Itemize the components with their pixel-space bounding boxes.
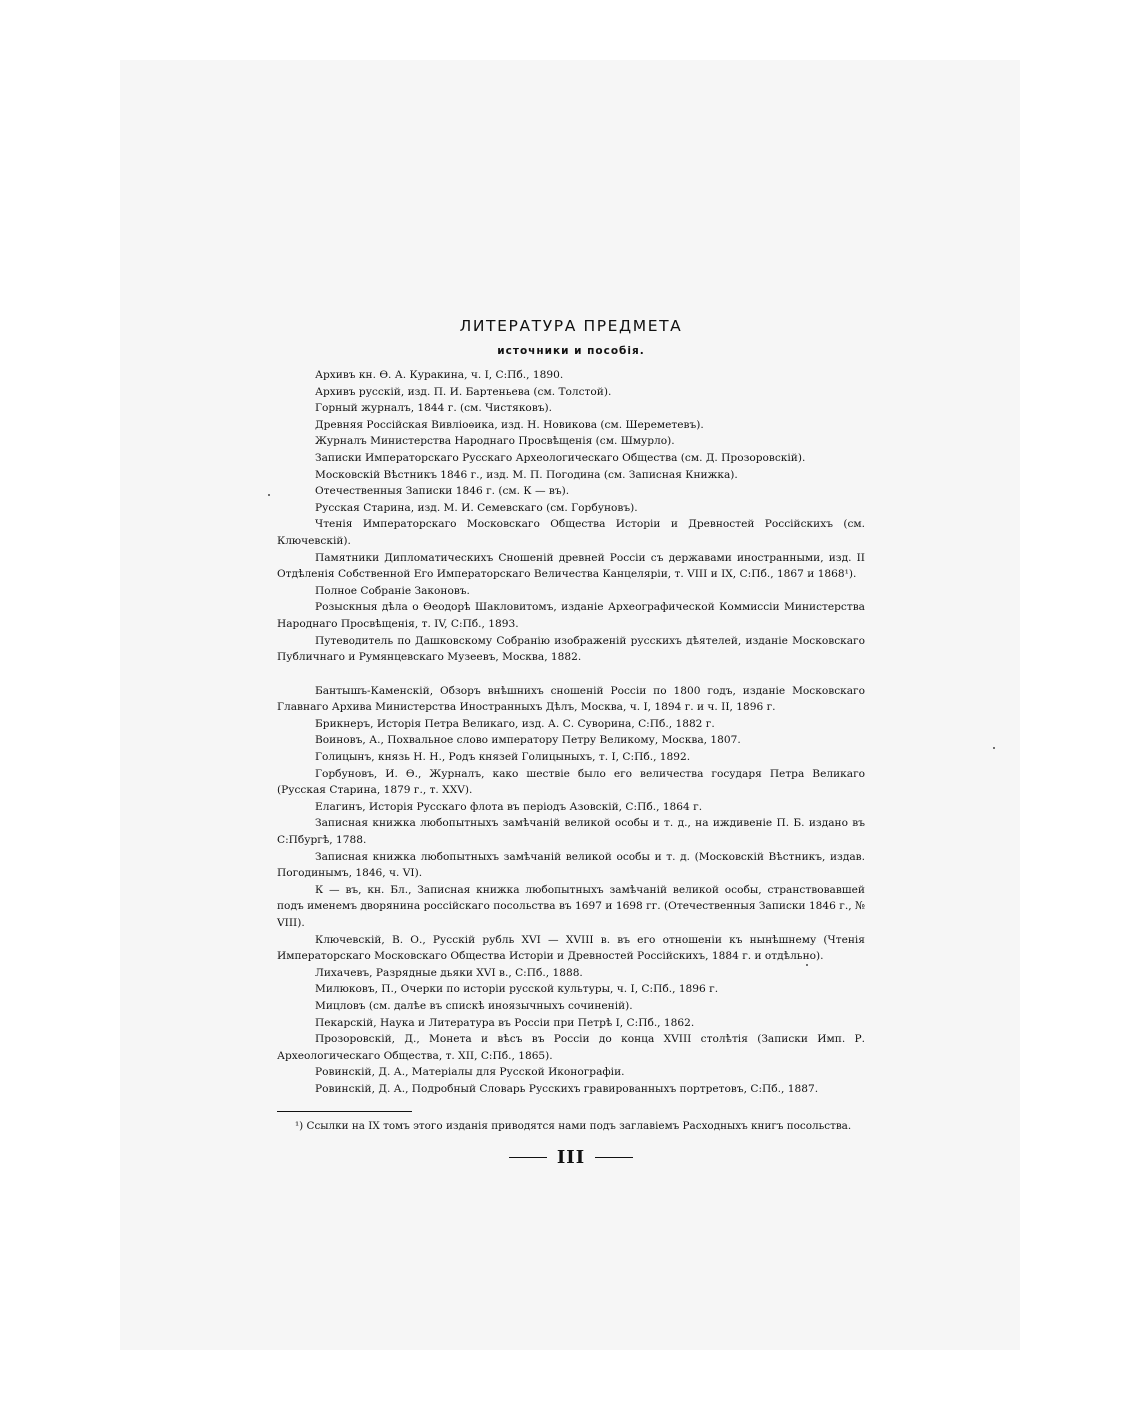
section-gap — [277, 666, 865, 683]
literature-entry: К — въ, кн. Бл., Записная книжка любопытныхъ замѣчаній великой особы, странствовавшей подъ именемъ дворянина россійскаго посольства въ 1697 и 1698 гг. (Отечественныя Записки 1846 г., № VIII). — [277, 883, 865, 929]
literature-list — [277, 683, 865, 1098]
literature-entry: Бантышъ-Каменскій, Обзоръ внѣшнихъ сношеній Россіи по 1800 годъ, изданіе Московскаго Главнаго Архива Министерства Иностранныхъ Дѣлъ, Москва, ч. I, 1894 г. и ч. II, 1896 г. — [277, 684, 865, 714]
literature-entry: Брикнеръ, Исторія Петра Великаго, изд. А. С. Суворина, С:Пб., 1882 г. — [315, 717, 715, 730]
literature-entry: Ровинскій, Д. А., Подробный Словарь Русскихъ гравированныхъ портретовъ, С:Пб., 1887. — [315, 1082, 819, 1095]
source-entry: Записки Императорскаго Русскаго Археологическаго Общества (см. Д. Прозоровскій). — [315, 451, 806, 464]
literature-entry: Записная книжка любопытныхъ замѣчаній великой особы и т. д., на иждивеніе П. Б. издано въ С:Пбургѣ, 1788. — [277, 817, 865, 847]
source-entry: Полное Собраніе Законовъ. — [315, 584, 470, 597]
source-entry: Журналъ Министерства Народнаго Просвѣщенія (см. Шмурло). — [315, 435, 675, 448]
page-subtitle: источники и пособія. — [497, 345, 645, 357]
page-number-row — [277, 1147, 865, 1168]
literature-entry: Милюковъ, П., Очерки по исторіи русской культуры, ч. I, С:Пб., 1896 г. — [315, 983, 719, 996]
literature-entry: Воиновъ, А., Похвальное слово императору Петру Великому, Москва, 1807. — [315, 734, 741, 747]
literature-entry: Пекарскій, Наука и Литература въ Россіи при Петрѣ I, С:Пб., 1862. — [315, 1016, 695, 1029]
literature-entry: Голицынъ, князь Н. Н., Родъ князей Голицыныхъ, т. I, С:Пб., 1892. — [315, 751, 691, 764]
source-entry: Древняя Россійская Вивліоѳика, изд. Н. Новикова (см. Шереметевъ). — [315, 418, 704, 431]
source-entry: Путеводитель по Дашковскому Собранію изображеній русскихъ дѣятелей, изданіе Московскаго Публичнаго и Румянцевскаго Музеевъ, Москва, 1882. — [277, 634, 865, 664]
source-entry: Горный журналъ, 1844 г. (см. Чистяковъ). — [315, 402, 553, 415]
source-entry: Отечественныя Записки 1846 г. (см. К — въ). — [315, 485, 570, 498]
literature-entry: Ключевскій, В. О., Русскій рубль XVI — XVIII в. въ его отношеніи къ нынѣшнему (Чтенія Императорскаго Московскаго Общества Исторіи и Древностей Россійскихъ, 1884 г. и отдѣльно). — [277, 933, 865, 963]
literature-entry: Елагинъ, Исторія Русскаго флота въ періодъ Азовскій, С:Пб., 1864 г. — [315, 800, 703, 813]
page-number-dash-left — [509, 1157, 547, 1158]
literature-entry: Горбуновъ, И. Ѳ., Журналъ, како шествіе было его величества государя Петра Великаго (Русская Старина, 1879 г., т. XXV). — [277, 767, 865, 797]
document-body — [277, 316, 865, 1168]
literature-entry: Лихачевъ, Разрядные дьяки XVI в., С:Пб., 1888. — [315, 966, 583, 979]
source-entry: Русская Старина, изд. М. И. Семевскаго (см. Горбуновъ). — [315, 501, 638, 514]
footnote-rule — [277, 1111, 412, 1112]
source-entry: Архивъ русскій, изд. П. И. Бартеньева (см. Толстой). — [315, 385, 612, 398]
sources-list — [277, 367, 865, 666]
page-number-dash-right — [595, 1157, 633, 1158]
paper-speck — [268, 494, 270, 496]
source-entry: Московскій Вѣстникъ 1846 г., изд. М. П. Погодина (см. Записная Книжка). — [315, 468, 738, 481]
source-entry: Архивъ кн. Ѳ. А. Куракина, ч. I, С:Пб., 1890. — [315, 369, 564, 381]
literature-entry: Ровинскій, Д. А., Матеріалы для Русской Иконографіи. — [315, 1066, 625, 1079]
source-entry: Розыскныя дѣла о Ѳеодорѣ Шакловитомъ, изданіе Археографической Коммиссіи Министерства Народнаго Просвѣщенія, т. IV, С:Пб., 1893. — [277, 601, 865, 630]
footnote: ¹) Ссылки на IX томъ этого изданія приводятся нами подъ заглавіемъ Расходныхъ книгъ посольства. — [295, 1119, 852, 1132]
page-title: ЛИТЕРАТУРА ПРЕДМЕТА — [459, 317, 683, 335]
page-number: III — [556, 1146, 586, 1168]
source-entry: Чтенія Императорскаго Московскаго Общества Исторіи и Древностей Россійскихъ (см. Ключевскій). — [277, 518, 865, 547]
literature-entry: Прозоровскій, Д., Монета и вѣсъ въ Россіи до конца XVIII столѣтія (Записки Имп. Р. Археологическаго Общества, т. XII, С:Пб., 1865). — [277, 1033, 865, 1062]
paper-speck — [993, 747, 995, 749]
literature-entry: Мицловъ (см. далѣе въ спискѣ иноязычныхъ сочиненій). — [315, 999, 633, 1012]
literature-entry: Записная книжка любопытныхъ замѣчаній великой особы и т. д. (Московскій Вѣстникъ, издав. Погодинымъ, 1846, ч. VI). — [277, 850, 865, 880]
source-entry: Памятники Дипломатическихъ Сношеній древней Россіи съ державами иностранными, изд. II Отдѣленія Собственной Его Императорскаго Величества Канцеляріи, т. VIII и IX, С:Пб., 1867 и 1868¹). — [277, 551, 865, 581]
